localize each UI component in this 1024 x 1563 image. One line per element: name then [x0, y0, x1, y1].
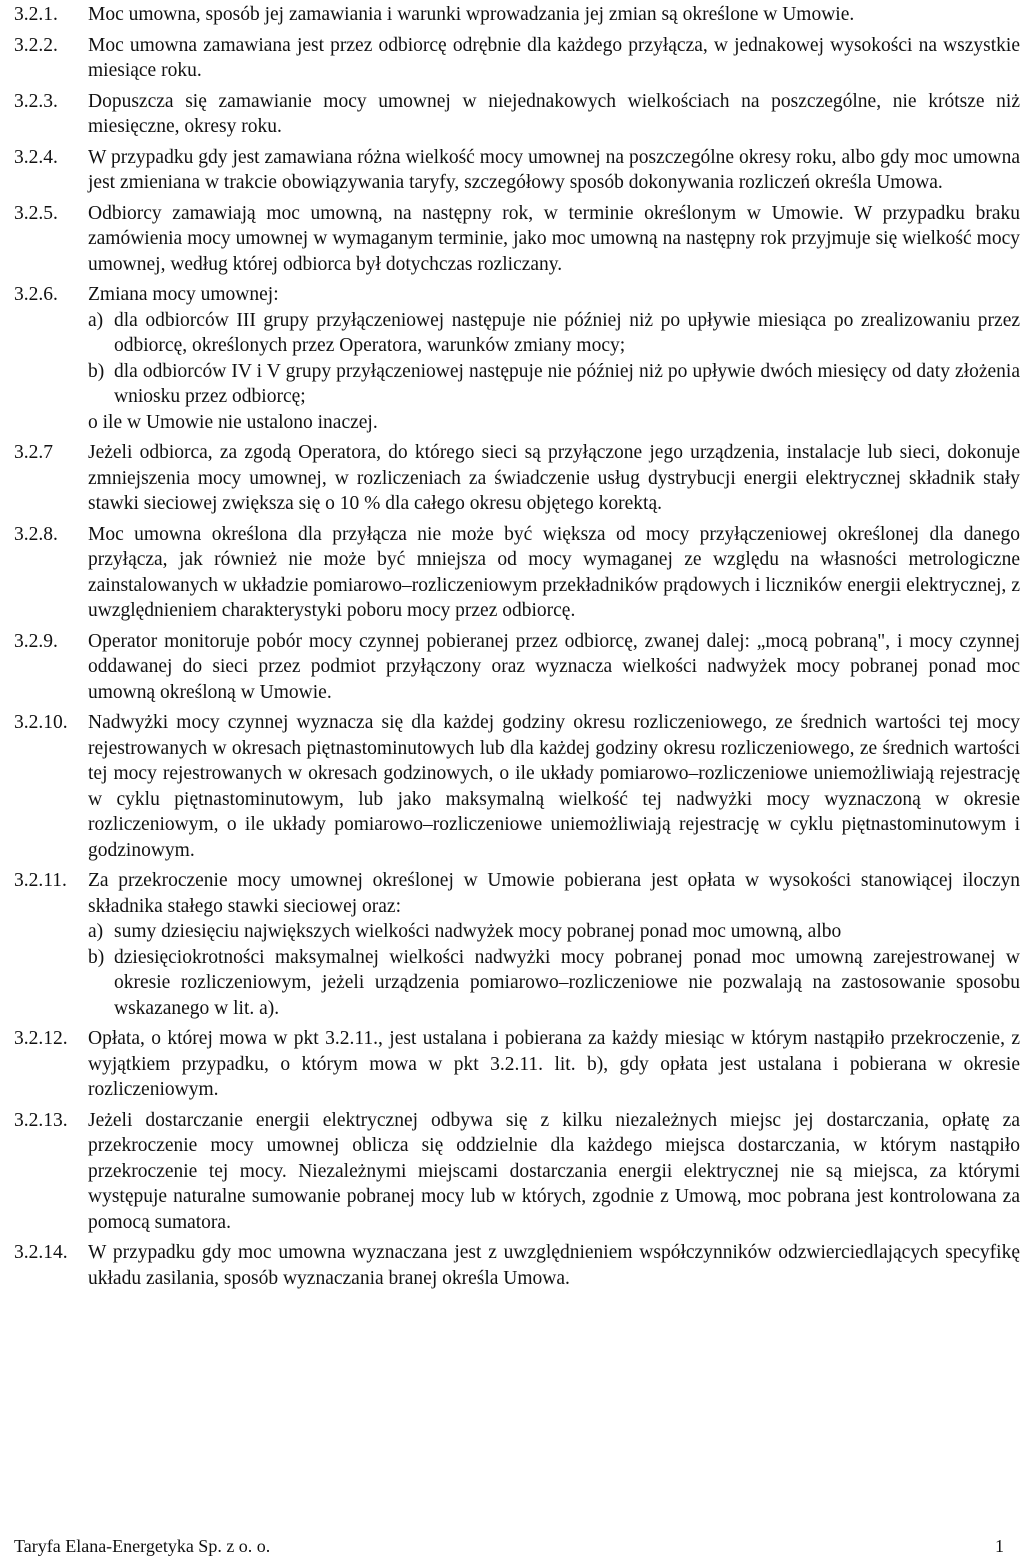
page-number: 1	[995, 1536, 1004, 1556]
clause-number: 3.2.2.	[14, 34, 58, 56]
clause-number: 3.2.6.	[14, 284, 58, 305]
clause-number: 3.2.4.	[14, 146, 58, 168]
clause-3-2-1	[14, 2, 1020, 28]
clause-text: W przypadku gdy moc umowna wyznaczana jest z uwzględnieniem współczynników odzwierciedlających specyfikę układu zasilania, sposób wyznaczania branej określa Umowa.	[88, 1242, 1020, 1289]
item-text: dla odbiorców III grupy przyłączeniowej następuje nie później niż po upływie miesiąca po zrealizowaniu przez odbiorcę, określonych przez Operatora, warunków zmiany mocy;	[114, 309, 1020, 356]
clause-3-2-2	[14, 33, 1020, 84]
clause-3-2-3	[14, 89, 1020, 140]
clause-3-2-6	[14, 282, 1020, 435]
clause-text: Odbiorcy zamawiają moc umowną, na następny rok, w terminie określonym w Umowie. W przypadku braku zamówienia mocy umownej w wymaganym terminie, jako moc umowną na następny rok przyjmuje się wielkość mocy umownej, według której odbiorca był dotychczas rozliczany.	[88, 202, 1020, 275]
item-label: a)	[88, 309, 104, 331]
item-text: dla odbiorców IV i V grupy przyłączeniowej następuje nie później niż po upływie dwóch miesięcy od daty złożenia wniosku przez odbiorcę;	[114, 360, 1020, 407]
clause-3-2-12	[14, 1026, 1020, 1103]
clause-text: Jeżeli dostarczanie energii elektrycznej odbywa się z kilku niezależnych miejsc jej dostarczania, opłatę za przekroczenie mocy umownej oblicza się oddzielnie dla każdego miejsca dostarczania, w którym nastąpiło przekroczenie tej mocy. Niezależnymi miejscami dostarczania energii elektrycznej nie są miejsca, za którymi występuje naturalne sumowanie pobranej mocy lub w których, zgodnie z Umową, moc pobrana jest kontrolowana za pomocą sumatora.	[88, 1109, 1020, 1233]
item-text: dziesięciokrotności maksymalnej wielkości nadwyżki mocy pobranej ponad moc umowną zarejestrowanej w okresie rozliczeniowym, jeżeli urządzenia pomiarowo–rozliczeniowe nie pozwalają na zastosowanie sposobu wskazanego w lit. a).	[114, 946, 1020, 1019]
list-item	[88, 359, 1020, 410]
clause-3-2-8	[14, 522, 1020, 624]
clause-text: Nadwyżki mocy czynnej wyznacza się dla każdej godziny okresu rozliczeniowego, ze średnich wartości tej mocy rejestrowanych w okresach piętnastominutowych lub dla każdej godziny okresu rozliczeniowego, ze średnich wartości tej mocy rejestrowanych w okresach godzinowych, o ile układy pomiarowo–rozliczeniowe uniemożliwiają rejestrację w cyklu piętnastominutowym, lub jako maksymalną wielkość tej nadwyżki mocy wyznaczoną w okresie rozliczeniowym, o ile układy pomiarowo–rozliczeniowe uniemożliwiają rejestrację w cyklu piętnastominutowym i godzinowym.	[88, 712, 1020, 861]
clause-number: 3.2.10.	[14, 712, 68, 733]
clause-number: 3.2.5.	[14, 202, 58, 224]
list-item	[88, 308, 1020, 359]
clause-number: 3.2.13.	[14, 1109, 68, 1131]
clause-text: Moc umowna określona dla przyłącza nie może być większa od mocy przyłączeniowej określonej dla danego przyłącza, jak również nie może być mniejsza od mocy wymaganej ze względu na własności metrologiczne zainstalowanych w układzie pomiarowo–rozliczeniowym przekładników prądowych i liczników energii elektrycznej, z uwzględnieniem charakterystyki poboru mocy przez odbiorcę.	[88, 523, 1020, 621]
clause-number: 3.2.12.	[14, 1028, 68, 1049]
clause-text: Opłata, o której mowa w pkt 3.2.11., jest ustalana i pobierana za każdy miesiąc w którym nastąpiło przekroczenie, z wyjątkiem przypadku, o którym mowa w pkt 3.2.11. lit. b), gdy opłata jest ustalana i pobierana w okresie rozliczeniowym.	[88, 1028, 1020, 1100]
clause-number: 3.2.1.	[14, 4, 58, 25]
clause-3-2-4	[14, 145, 1020, 196]
clause-number: 3.2.11.	[14, 870, 67, 891]
clause-text: Jeżeli odbiorca, za zgodą Operatora, do którego sieci są przyłączone jego urządzenia, instalacje lub sieci, dokonuje zmniejszenia mocy umownej, w rozliczeniach za świadczenie usług dystrybucji energii elektrycznej składnik stały stawki sieciowej zwiększa się o 10 % dla całego okresu objętego korektą.	[88, 442, 1020, 514]
clause-3-2-13	[14, 1108, 1020, 1236]
clause-number: 3.2.9.	[14, 630, 58, 652]
clause-text: Moc umowna, sposób jej zamawiania i warunki wprowadzania jej zmian są określone w Umowie.	[88, 4, 855, 25]
clause-3-2-14	[14, 1240, 1020, 1291]
clause-outro: o ile w Umowie nie ustalono inaczej.	[88, 411, 378, 433]
clause-3-2-10	[14, 710, 1020, 863]
clause-intro: Zmiana mocy umownej:	[88, 284, 279, 305]
clause-text: W przypadku gdy jest zamawiana różna wielkość mocy umownej na poszczególne okresy roku, albo gdy moc umowna jest zmieniana w trakcie obowiązywania taryfy, szczegółowy sposób dokonywania rozliczeń określa Umowa.	[88, 146, 1020, 193]
footer-title: Taryfa Elana-Energetyka Sp. z o. o.	[14, 1536, 271, 1556]
clause-number: 3.2.8.	[14, 523, 58, 545]
list-item	[88, 945, 1020, 1022]
clause-3-2-7	[14, 440, 1020, 517]
clause-3-2-5	[14, 201, 1020, 278]
clause-number: 3.2.3.	[14, 90, 58, 112]
list-item	[88, 919, 1020, 945]
item-text: sumy dziesięciu największych wielkości nadwyżek mocy pobranej ponad moc umowną, albo	[114, 921, 842, 942]
clause-number: 3.2.7	[14, 442, 53, 463]
clause-3-2-9	[14, 629, 1020, 706]
item-label: a)	[88, 921, 104, 942]
clause-text: Moc umowna zamawiana jest przez odbiorcę odrębnie dla każdego przyłącza, w jednakowej wysokości na wszystkie miesiące roku.	[88, 34, 1020, 81]
document-page	[14, 2, 1020, 1296]
item-label: b)	[88, 946, 105, 968]
item-label: b)	[88, 360, 105, 382]
page-footer	[14, 1534, 1004, 1558]
clause-number: 3.2.14.	[14, 1242, 68, 1263]
clause-text: Dopuszcza się zamawianie mocy umownej w niejednakowych wielkościach na poszczególne, nie krótsze niż miesięczne, okresy roku.	[88, 90, 1020, 137]
clause-3-2-11	[14, 868, 1020, 1021]
clause-intro: Za przekroczenie mocy umownej określonej w Umowie pobierana jest opłata w wysokości stanowiącej iloczyn składnika stałego stawki sieciowej oraz:	[88, 870, 1020, 917]
clause-text: Operator monitoruje pobór mocy czynnej pobieranej przez odbiorcę, zwanej dalej: „mocą pobraną", i mocy czynnej oddawanej do sieci przez podmiot przyłączony oraz wyznacza wielkości nadwyżek mocy pobranej ponad moc umowną określoną w Umowie.	[88, 630, 1020, 703]
